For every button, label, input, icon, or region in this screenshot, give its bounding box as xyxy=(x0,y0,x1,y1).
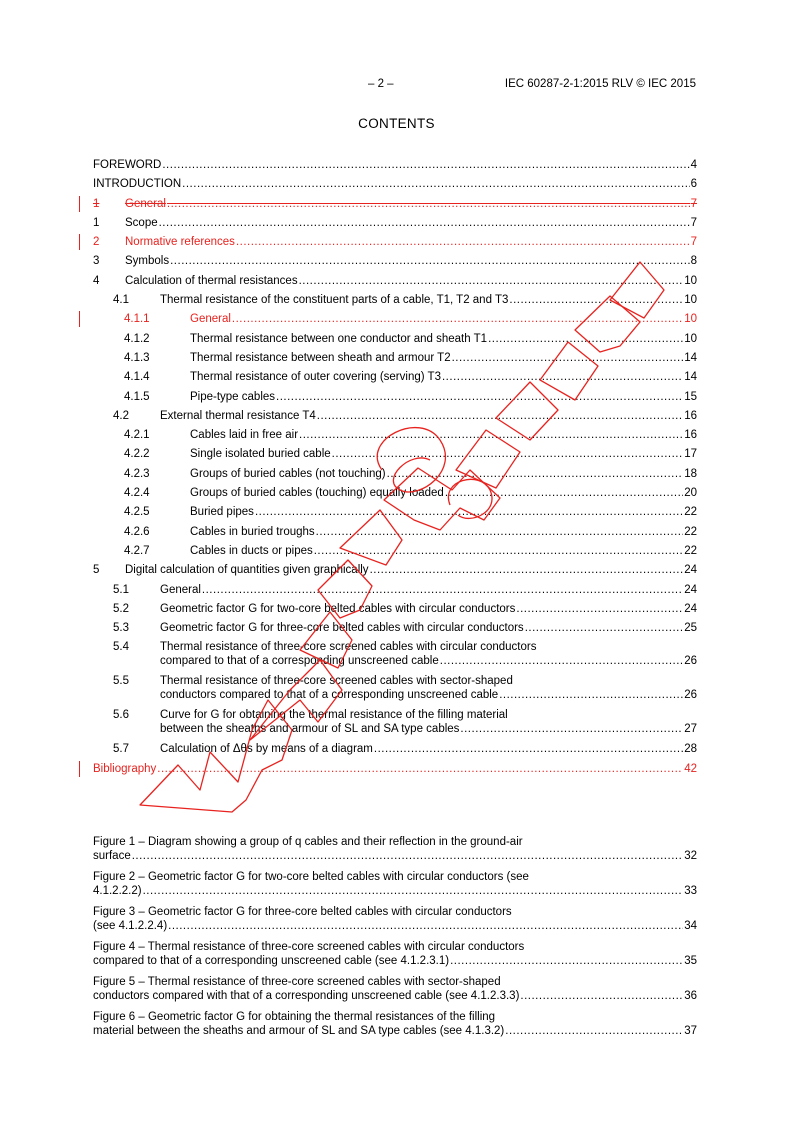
toc-number: 2 xyxy=(93,236,100,249)
dot-leader xyxy=(182,177,689,191)
dot-leader xyxy=(255,505,683,519)
toc-page-number: 24 xyxy=(684,602,697,615)
toc-number: 4.2.6 xyxy=(124,525,150,538)
toc-page-number: 22 xyxy=(684,544,697,557)
toc-title: Thermal resistance of three-core screened cables with sector-shaped xyxy=(160,675,513,688)
figure-caption: Figure 2 – Geometric factor G for two-core belted cables with circular conductors (see xyxy=(93,871,529,883)
dot-leader xyxy=(445,486,683,500)
dot-leader xyxy=(316,525,684,539)
figure-caption-continued: 4.1.2.2.2) xyxy=(93,885,142,897)
figure-entry[interactable] xyxy=(93,905,697,933)
toc-page-number: 7 xyxy=(690,216,697,229)
toc-title-continued: conductors compared to that of a corresponding unscreened cable xyxy=(160,689,499,702)
toc-entry[interactable] xyxy=(93,351,697,370)
toc-title: Digital calculation of quantities given graphically xyxy=(125,564,369,577)
toc-title: Normative references xyxy=(125,236,235,249)
toc-entry[interactable] xyxy=(93,602,697,621)
toc-number: 4.2 xyxy=(113,409,129,422)
toc-entry[interactable] xyxy=(93,312,697,331)
toc-title: Symbols xyxy=(125,255,170,268)
toc-number: 5.2 xyxy=(113,602,129,615)
figure-caption-continued: compared to that of a corresponding unscreened cable (see 4.1.2.3.1) xyxy=(93,955,450,967)
toc-entry[interactable] xyxy=(93,447,697,466)
dot-leader xyxy=(202,583,683,597)
toc-title: Buried pipes xyxy=(190,506,254,519)
toc-page-number: 15 xyxy=(684,390,697,403)
toc-number: 3 xyxy=(93,255,100,268)
dot-leader xyxy=(168,919,683,933)
dot-leader xyxy=(488,332,683,346)
toc-entry[interactable] xyxy=(93,409,697,428)
toc-page-number: 26 xyxy=(684,689,697,702)
toc-entry[interactable] xyxy=(93,370,697,389)
dot-leader xyxy=(299,428,683,442)
toc-number: 5 xyxy=(93,564,100,577)
toc-title: Geometric factor G for three-core belted cables with circular conductors xyxy=(160,622,524,635)
figure-page-number: 32 xyxy=(684,850,697,862)
figure-caption-continued: material between the sheaths and armour of SL and SA type cables (see 4.1.3.2) xyxy=(93,1025,505,1037)
toc-number: 5.5 xyxy=(113,675,129,688)
toc-title: Thermal resistance of three-core screened cables with circular conductors xyxy=(160,641,537,654)
toc-page-number: 6 xyxy=(690,178,697,191)
toc-page-number: 10 xyxy=(684,274,697,287)
toc-entry[interactable] xyxy=(93,505,697,524)
toc-page-number: 7 xyxy=(690,197,697,210)
toc-page-number: 14 xyxy=(684,371,697,384)
toc-entry[interactable] xyxy=(93,486,697,505)
page-number: – 2 – xyxy=(368,78,394,90)
dot-leader xyxy=(374,742,683,756)
toc-entry[interactable] xyxy=(93,332,697,351)
dot-leader xyxy=(499,688,683,702)
toc-page-number: 24 xyxy=(684,583,697,596)
toc-title: General xyxy=(160,583,201,596)
toc-number: 4.1.4 xyxy=(124,371,150,384)
toc-number: 4.1.3 xyxy=(124,351,150,364)
toc-number: 4 xyxy=(93,274,100,287)
dot-leader xyxy=(143,884,684,898)
toc-page-number: 26 xyxy=(684,655,697,668)
toc-title: Thermal resistance between sheath and armour T2 xyxy=(190,351,451,364)
toc-entry[interactable] xyxy=(93,621,697,640)
figure-entry[interactable] xyxy=(93,870,697,898)
toc-page-number: 10 xyxy=(684,294,697,307)
toc-entry[interactable] xyxy=(93,177,697,196)
change-bar xyxy=(79,196,80,212)
toc-page-number: 28 xyxy=(684,743,697,756)
toc-entry[interactable] xyxy=(93,640,697,674)
toc-title: Curve for G for obtaining the thermal resistance of the filling material xyxy=(160,709,508,722)
dot-leader xyxy=(167,197,690,211)
dot-leader xyxy=(509,293,683,307)
toc-title: INTRODUCTION xyxy=(93,178,182,191)
figure-caption: Figure 4 – Thermal resistance of three-core screened cables with circular conductors xyxy=(93,941,525,953)
toc-entry[interactable] xyxy=(93,293,697,312)
dot-leader xyxy=(232,312,683,326)
toc-number: 5.1 xyxy=(113,583,129,596)
toc-number: 1 xyxy=(93,216,100,229)
toc-number: 4.2.2 xyxy=(124,448,150,461)
toc-page-number: 20 xyxy=(684,487,697,500)
dot-leader xyxy=(460,722,683,736)
toc-title: FOREWORD xyxy=(93,159,162,171)
dot-leader xyxy=(236,235,690,249)
dot-leader xyxy=(370,563,684,577)
toc-title: Bibliography xyxy=(93,762,157,775)
dot-leader xyxy=(520,989,683,1003)
dot-leader xyxy=(442,370,683,384)
toc-title: Calculation of Δθs by means of a diagram xyxy=(160,743,373,756)
toc-page-number: 7 xyxy=(690,236,697,249)
toc-entry[interactable] xyxy=(93,274,697,293)
toc-entry[interactable] xyxy=(93,158,697,177)
toc-page-number: 14 xyxy=(684,351,697,364)
dot-leader xyxy=(452,351,684,365)
toc-entry[interactable] xyxy=(93,254,697,273)
toc-entry[interactable] xyxy=(93,390,697,409)
toc-page-number: 24 xyxy=(684,564,697,577)
toc-title: External thermal resistance T4 xyxy=(160,409,316,422)
toc-number: 5.6 xyxy=(113,709,129,722)
toc-number: 4.2.7 xyxy=(124,544,150,557)
document-reference: IEC 60287-2-1:2015 RLV © IEC 2015 xyxy=(504,78,696,90)
dot-leader xyxy=(332,447,684,461)
toc-number: 4.1.5 xyxy=(124,390,150,403)
toc-number: 4.1.1 xyxy=(124,313,150,326)
toc-title: General xyxy=(190,313,231,326)
toc-page-number: 8 xyxy=(690,255,697,268)
toc-page-number: 25 xyxy=(684,622,697,635)
figure-page-number: 33 xyxy=(684,885,697,897)
dot-leader xyxy=(170,254,689,268)
toc-entry[interactable] xyxy=(93,467,697,486)
toc-title-continued: between the sheaths and armour of SL and SA type cables xyxy=(160,723,460,736)
toc-title: Geometric factor G for two-core belted cables with circular conductors xyxy=(160,602,516,615)
toc-title: Single isolated buried cable xyxy=(190,448,331,461)
toc-page-number: 18 xyxy=(684,467,697,480)
figure-entry[interactable] xyxy=(93,940,697,968)
toc-page-number: 17 xyxy=(684,448,697,461)
toc-number: 4.1 xyxy=(113,294,129,307)
figure-page-number: 34 xyxy=(684,920,697,932)
dot-leader xyxy=(505,1024,683,1038)
toc-page-number: 42 xyxy=(684,762,697,775)
toc-title: Thermal resistance between one conductor and sheath T1 xyxy=(190,332,488,345)
toc-entry[interactable] xyxy=(93,216,697,235)
figure-caption: Figure 1 – Diagram showing a group of q cables and their reflection in the ground-air xyxy=(93,836,523,848)
figure-entry[interactable] xyxy=(93,835,697,863)
toc-title: General xyxy=(125,197,166,210)
page-title: CONTENTS xyxy=(358,116,435,131)
toc-page-number: 4 xyxy=(690,159,697,171)
figure-caption: Figure 3 – Geometric factor G for three-core belted cables with circular conductors xyxy=(93,906,512,918)
change-bar xyxy=(79,234,80,250)
figure-entry[interactable] xyxy=(93,1010,697,1038)
dot-leader xyxy=(132,849,683,863)
table-of-contents xyxy=(93,158,697,781)
list-of-figures xyxy=(93,835,697,1045)
dot-leader xyxy=(299,274,684,288)
toc-entry[interactable] xyxy=(93,762,697,781)
change-bar xyxy=(79,311,80,327)
dot-leader xyxy=(314,544,683,558)
toc-page-number: 22 xyxy=(684,506,697,519)
toc-entry[interactable] xyxy=(93,544,697,563)
toc-number: 4.2.4 xyxy=(124,487,150,500)
figure-entry[interactable] xyxy=(93,975,697,1003)
toc-title: Pipe-type cables xyxy=(190,390,276,403)
toc-page-number: 27 xyxy=(684,723,697,736)
toc-number: 4.1.2 xyxy=(124,332,150,345)
toc-title: Groups of buried cables (touching) equally loaded xyxy=(190,487,444,500)
dot-leader xyxy=(516,602,683,616)
figure-caption: Figure 5 – Thermal resistance of three-core screened cables with sector-shaped xyxy=(93,976,501,988)
toc-title: Groups of buried cables (not touching) xyxy=(190,467,386,480)
toc-number: 5.3 xyxy=(113,622,129,635)
toc-title: Thermal resistance of outer covering (serving) T3 xyxy=(190,371,441,384)
toc-number: 5.4 xyxy=(113,641,129,654)
toc-number: 5.7 xyxy=(113,743,129,756)
page-header xyxy=(0,78,793,94)
toc-page-number: 16 xyxy=(684,409,697,422)
toc-number: 4.2.5 xyxy=(124,506,150,519)
toc-title: Calculation of thermal resistances xyxy=(125,274,298,287)
change-bar xyxy=(79,761,80,777)
dot-leader xyxy=(159,216,690,230)
dot-leader xyxy=(387,467,684,481)
toc-page-number: 10 xyxy=(684,313,697,326)
toc-entry[interactable] xyxy=(93,235,697,254)
toc-number: 4.2.1 xyxy=(124,429,150,442)
toc-entry[interactable] xyxy=(93,563,697,582)
dot-leader xyxy=(317,409,683,423)
toc-number: 4.2.3 xyxy=(124,467,150,480)
toc-title-continued: compared to that of a corresponding unscreened cable xyxy=(160,655,439,668)
toc-entry[interactable] xyxy=(93,708,697,742)
toc-entry[interactable] xyxy=(93,197,697,216)
toc-page-number: 16 xyxy=(684,429,697,442)
dot-leader xyxy=(157,762,683,776)
toc-entry[interactable] xyxy=(93,583,697,602)
toc-entry[interactable] xyxy=(93,674,697,708)
toc-title: Thermal resistance of the constituent parts of a cable, T1, T2 and T3 xyxy=(160,294,509,307)
figure-caption-continued: surface xyxy=(93,850,131,862)
toc-title: Cables in ducts or pipes xyxy=(190,544,313,557)
figure-caption-continued: conductors compared with that of a corresponding unscreened cable (see 4.1.2.3.3) xyxy=(93,990,520,1002)
figure-page-number: 37 xyxy=(684,1025,697,1037)
toc-entry[interactable] xyxy=(93,428,697,447)
toc-title: Cables in buried troughs xyxy=(190,525,315,538)
toc-page-number: 10 xyxy=(684,332,697,345)
dot-leader xyxy=(525,621,684,635)
toc-page-number: 22 xyxy=(684,525,697,538)
figure-page-number: 35 xyxy=(684,955,697,967)
toc-entry[interactable] xyxy=(93,525,697,544)
dot-leader xyxy=(450,954,683,968)
dot-leader xyxy=(440,654,683,668)
figure-caption: Figure 6 – Geometric factor G for obtaining the thermal resistances of the filling xyxy=(93,1011,496,1023)
figure-caption-continued: (see 4.1.2.2.4) xyxy=(93,920,168,932)
figure-page-number: 36 xyxy=(684,990,697,1002)
dot-leader xyxy=(162,158,689,172)
toc-title: Cables laid in free air xyxy=(190,429,299,442)
toc-entry[interactable] xyxy=(93,742,697,761)
dot-leader xyxy=(276,390,683,404)
toc-number: 1 xyxy=(93,197,100,210)
toc-title: Scope xyxy=(125,216,158,229)
